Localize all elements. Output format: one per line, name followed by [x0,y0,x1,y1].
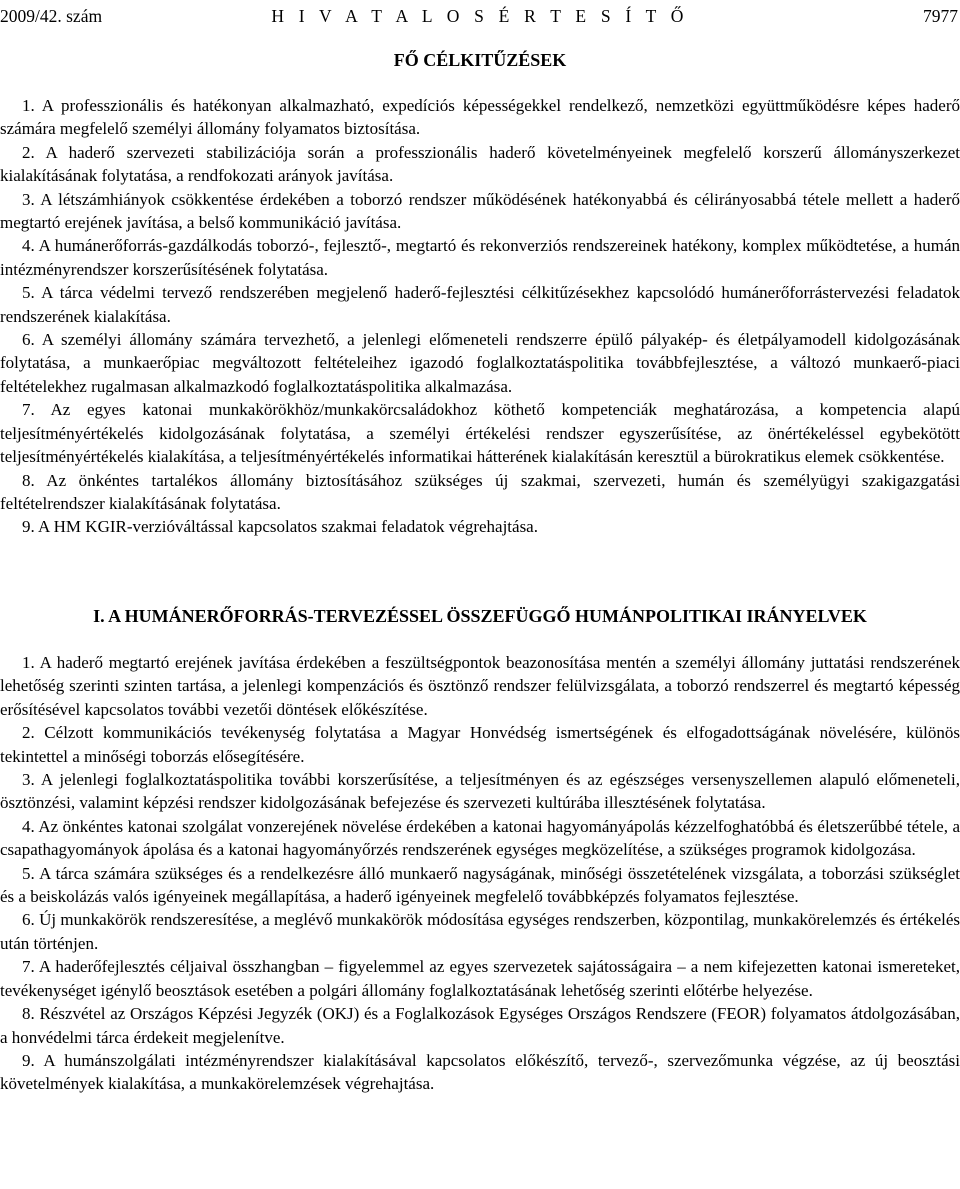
main-goals-list [0,94,960,539]
journal-title: H I V A T A L O S É R T E S Í T Ő [271,6,689,26]
list-item: 8. Az önkéntes tartalékos állomány biztosításához szükséges új szakmai, szervezeti, humán és személyügyi szakigazgatási feltételrendszer kialakításának folytatása. [0,470,960,513]
page-header [0,3,960,29]
list-item: 5. A tárca védelmi tervező rendszerében megjelenő haderő-fejlesztési célkitűzésekhez kapcsolódó humánerőforrástervezési feladatok rendszerének kialakítása. [0,283,960,326]
list-item: 2. Célzott kommunikációs tevékenység folytatása a Magyar Honvédség ismertségének és elfogadottságának növelésére, különös tekintettel a minőségi toborzás elősegítésére. [0,723,960,766]
list-item: 6. Új munkakörök rendszeresítése, a meglévő munkakörök módosítása egységes rendszerben, központilag, munkakörelemzés és értékelés után történjen. [0,910,960,953]
page-number: 7977 [923,6,958,26]
list-item: 9. A humánszolgálati intézményrendszer kialakításával kapcsolatos előkészítő, tervező-, szervezőmunka végzése, az új beosztási követelmények kialakítása, a munkakörelemzések végrehajtása. [0,1050,960,1094]
list-item: 7. A haderőfejlesztés céljaival összhangban – figyelemmel az egyes szervezetek sajátosságaira – a nem kifejezetten katonai ismereteket, tevékenységet igénylő beosztások esetében a polgári állomány foglalkoztatásának lehetőség szerinti előtérbe helyezése. [0,957,960,1000]
list-item: 5. A tárca számára szükséges és a rendelkezésre álló munkaerő nagyságának, minőségi összetételének vizsgálata, a toborzási szükséglet és a beiskolázás valós igényeinek megállapítása, a haderő igényeinek megfelelő továbbképzés folyamatos fejlesztése. [0,863,960,907]
list-item: 4. A humánerőforrás-gazdálkodás toborzó-, fejlesztő-, megtartó és rekonverziós rendszereinek hatékony, komplex működtetése, a humán intézményrendszer korszerűsítésének folytatása. [0,236,960,279]
list-item: 3. A létszámhiányok csökkentése érdekében a toborzó rendszer működésének hatékonyabbá és célirányosabbá tétele mellett a haderő megtartó erejének javítása, a belső kommunikáció javítása. [0,189,960,233]
list-item: 2. A haderő szervezeti stabilizációja során a professzionális haderő követelményeinek megfelelő korszerű állományszerkezet kialakításának folytatása, a rendfokozati arányok javítása. [0,142,960,186]
list-item: 8. Részvétel az Országos Képzési Jegyzék (OKJ) és a Foglalkozások Egységes Országos Rendszere (FEOR) folyamatos átdolgozásában, a honvédelmi tárca érdekeit megjelenítve. [0,1004,960,1047]
list-item: 1. A professzionális és hatékonyan alkalmazható, expedíciós képességekkel rendelkező, nemzetközi együttműködésre képes haderő számára megfelelő személyi állomány folyamatos biztosítása. [0,96,960,139]
section-title-hr-guidelines: I. A HUMÁNERŐFORRÁS-TERVEZÉSSEL ÖSSZEFÜGGŐ HUMÁNPOLITIKAI IRÁNYELVEK [93,606,867,626]
list-item: 7. Az egyes katonai munkakörökhöz/munkakörcsaládokhoz köthető kompetenciák meghatározása, a kompetencia alapú teljesítményértékelés kidolgozásának folytatása, a személyi értékelési rendszer egyszerűsítése, az önértékeléssel egybekötött teljesítményértékelés kialakítása, a teljesítményértékelés informatikai hátterének kialakításán keresztül a bürokratikus elemek csökkentése. [0,400,960,467]
list-item: 4. Az önkéntes katonai szolgálat vonzerejének növelése érdekében a katonai hagyományápolás kézzelfoghatóbbá és életszerűbbé tétele, a csapathagyományok ápolása és a katonai hagyományőrzés rendszerének egységes megközelítése, a szükséges programok kidolgozása. [0,816,960,860]
list-item: 1. A haderő megtartó erejének javítása érdekében a feszültségpontok beazonosítása mentén a személyi állomány juttatási rendszerének lehetőség szerinti szinten tartása, a jelenlegi kompenzációs és ösztönző rendszer felülvizsgálata, a toborzó rendszerrel és megtartó képesség erősítésével kapcsolatos további vezetői döntések előkészítése. [0,653,960,719]
list-item: 6. A személyi állomány számára tervezhető, a jelenlegi előmeneteli rendszerre épülő pályakép- és életpályamodell kidolgozásának folytatása, a munkaerőpiac megváltozott feltételeihez igazodó foglalkoztatáspolitika továbbfejlesztése, a változó munkaerő-piaci feltételekhez rugalmasan alkalmazkodó foglalkoztatáspolitika alkalmazása. [0,330,960,396]
list-item: 3. A jelenlegi foglalkoztatáspolitika további korszerűsítése, a teljesítményen és az egészséges versenyszellemen alapuló előmeneteli, ösztönzési, valamint képzési rendszer kidolgozásának befejezése és szervezeti kultúrába illesztésének folytatása. [0,770,960,813]
hr-guidelines-list [0,651,960,1096]
issue-number: 2009/42. szám [0,6,103,26]
list-item: 9. A HM KGIR-verzióváltással kapcsolatos szakmai feladatok végrehajtása. [22,517,538,537]
section-title-main-goals: FŐ CÉLKITŰZÉSEK [393,50,567,70]
